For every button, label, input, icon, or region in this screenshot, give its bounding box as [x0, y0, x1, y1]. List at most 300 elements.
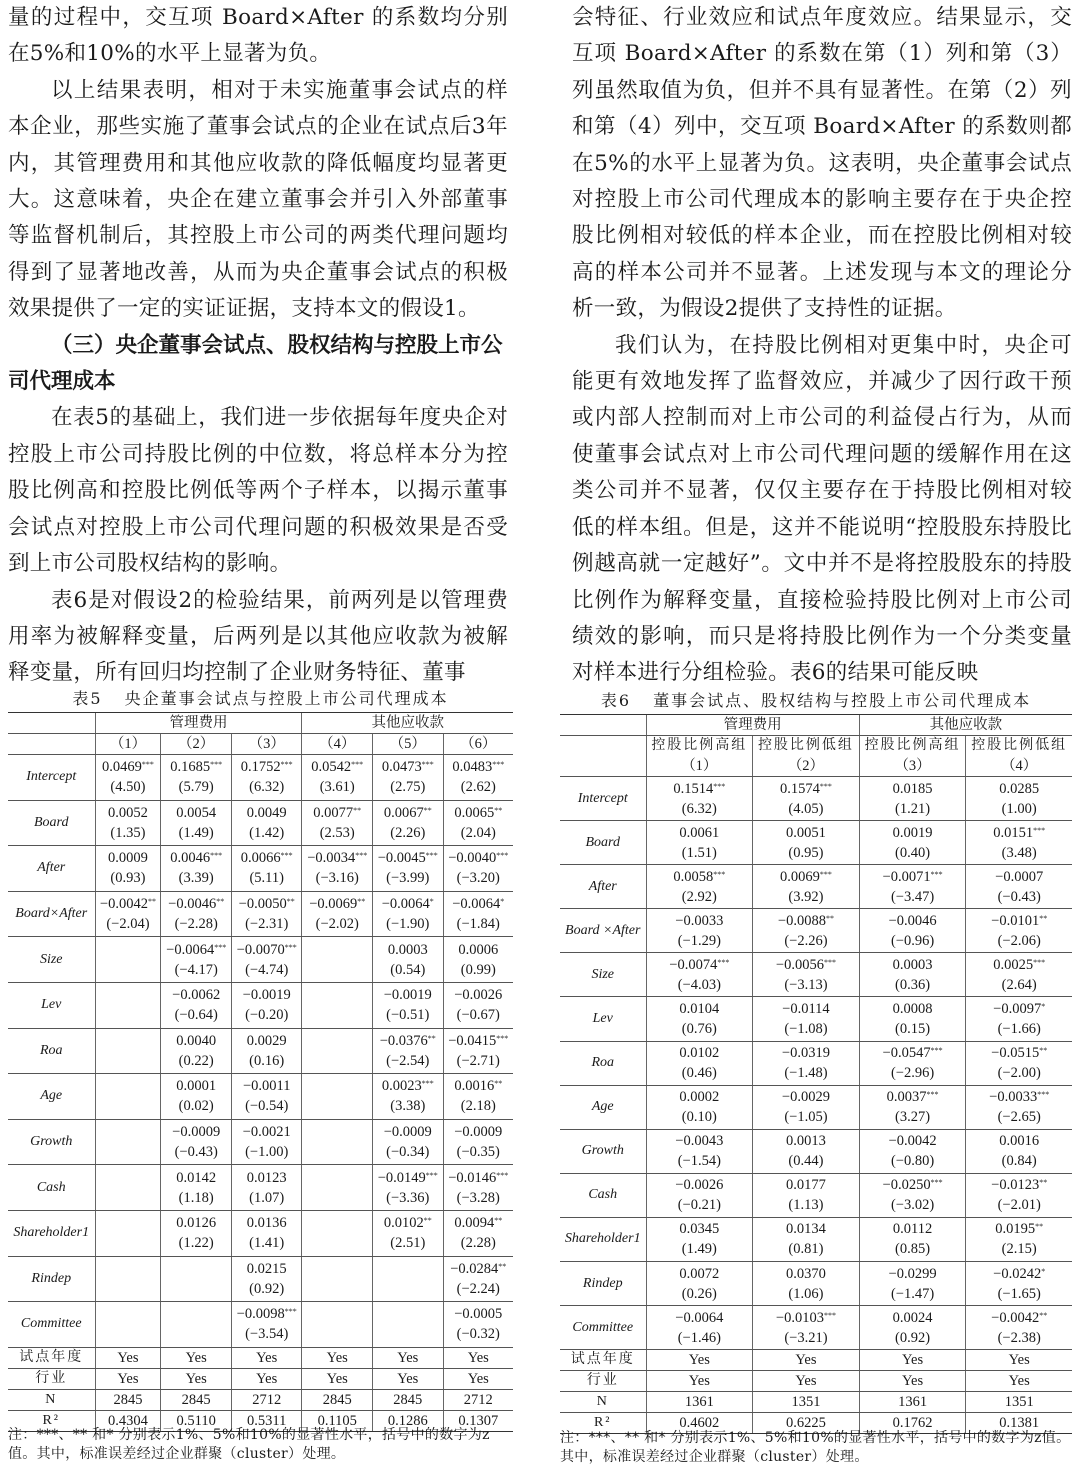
- coefficient: 0.0177: [786, 1177, 826, 1194]
- coefficient: −0.0046: [888, 912, 937, 929]
- left-paragraph-2: 以上结果表明，相对于未实施董事会试点的样本企业，那些实施了董事会试点的企业在试点后3年内，其管理费用和其他应收款的降低幅度均显著更大。这意味着，央企在建立董事会并引入外部董事等监督机制后，其控股上市公司的两类代理问题均得到了显著地改善，从而为央企董事会试点的积极效果提供了一定的实证证据，支持本文的假设1。: [8, 77, 508, 322]
- coefficient: 0.0072: [679, 1265, 720, 1282]
- z-value: (2.26): [390, 824, 426, 841]
- table5-cell: [95, 846, 161, 892]
- table5-var-name: After: [8, 846, 95, 892]
- table6-cell: [646, 1041, 753, 1085]
- z-value: (−0.51): [386, 1007, 430, 1024]
- table5-group-other-receivables: 其他应收款: [302, 713, 513, 734]
- table6-control-value: 0.4602: [646, 1413, 753, 1434]
- z-value: (1.35): [110, 824, 146, 841]
- coefficient: 0.0046***: [170, 850, 223, 867]
- table5-var-name: Age: [8, 1074, 95, 1120]
- z-value: (2.92): [681, 888, 717, 905]
- table6-col-number: （3）: [894, 758, 931, 774]
- table6-var-name: After: [560, 865, 646, 909]
- table-row: [560, 997, 1072, 1041]
- coefficient: 0.0003: [387, 941, 428, 958]
- table6-cell: [859, 909, 966, 953]
- z-value: (−3.28): [456, 1189, 500, 1206]
- z-value: (−1.29): [677, 932, 721, 949]
- table6-cell: [753, 1306, 860, 1350]
- table5-cell: [161, 982, 232, 1028]
- coefficient: −0.0019: [242, 987, 291, 1004]
- table5-cell: [95, 1028, 161, 1074]
- table5-control-value: Yes: [373, 1368, 444, 1389]
- coefficient: −0.0149***: [377, 1169, 438, 1186]
- coefficient: −0.0064***: [166, 941, 227, 958]
- coefficient: 0.0067**: [383, 804, 432, 821]
- coefficient: −0.0009: [172, 1124, 221, 1141]
- table5-control-value: 0.5311: [231, 1410, 302, 1431]
- table5-cell: [302, 937, 373, 983]
- table5-cell: [95, 1210, 161, 1256]
- coefficient: −0.0026: [675, 1177, 724, 1194]
- table5-control-value: Yes: [302, 1368, 373, 1389]
- table6-title: 董事会试点、股权结构与控股上市公司代理成本: [653, 691, 1032, 710]
- table5-cell: [302, 1165, 373, 1211]
- coefficient: 0.0069***: [780, 868, 832, 885]
- z-value: (−0.54): [245, 1098, 289, 1115]
- coefficient: −0.0026: [454, 987, 503, 1004]
- table6-cell: [859, 1262, 966, 1306]
- table6-cell: [753, 1217, 860, 1261]
- table5-cell: [161, 891, 232, 937]
- z-value: (−3.54): [245, 1326, 289, 1343]
- table5-cell: [373, 846, 444, 892]
- z-value: (−0.96): [890, 932, 935, 949]
- table5: [8, 712, 513, 1432]
- table5-cell: [302, 755, 373, 801]
- z-value: (−4.74): [245, 961, 289, 978]
- table6-cell: [646, 909, 753, 953]
- table5-cell: [161, 1256, 232, 1302]
- table6-control-value: 1361: [646, 1392, 753, 1413]
- z-value: (0.36): [895, 976, 931, 993]
- table6-cell: [646, 1306, 753, 1350]
- coefficient: −0.0033***: [989, 1089, 1050, 1106]
- z-value: (0.10): [681, 1109, 717, 1126]
- coefficient: 0.0024: [892, 1309, 933, 1326]
- table6-cell: [859, 953, 966, 997]
- z-value: (−1.48): [784, 1065, 828, 1082]
- control-row: [8, 1389, 513, 1410]
- z-value: (−2.01): [997, 1197, 1041, 1214]
- z-value: (−3.20): [456, 870, 500, 887]
- table5-cell: [443, 1210, 513, 1256]
- table6-cell: [753, 1129, 860, 1173]
- coefficient: −0.0033: [675, 912, 724, 929]
- table5-cell: [231, 755, 302, 801]
- table5-cell: [231, 846, 302, 892]
- z-value: (0.76): [681, 1021, 717, 1038]
- z-value: (1.51): [681, 844, 717, 861]
- coefficient: 0.0003: [892, 956, 933, 973]
- coefficient: 0.0065**: [454, 804, 503, 821]
- table5-col-header-3: [231, 734, 302, 755]
- coefficient: 0.0019: [892, 824, 933, 841]
- z-value: (6.32): [681, 800, 717, 817]
- z-value: (1.13): [788, 1197, 824, 1214]
- table5-cell: [302, 846, 373, 892]
- table6-control-value: Yes: [753, 1350, 860, 1371]
- table-row: [560, 1306, 1072, 1350]
- table5-cell: [302, 1119, 373, 1165]
- table5-cell: [373, 755, 444, 801]
- coefficient: −0.0103***: [775, 1309, 836, 1326]
- table6-control-name: 行业: [560, 1371, 646, 1392]
- coefficient: −0.0009: [383, 1124, 432, 1141]
- table6-cell: [859, 1306, 966, 1350]
- table-row: [8, 1256, 513, 1302]
- table6-cell: [646, 865, 753, 909]
- z-value: (−0.43): [174, 1144, 218, 1161]
- table5-title: 央企董事会试点与控股上市公司代理成本: [124, 689, 449, 708]
- table6-cell: [753, 777, 860, 821]
- coefficient: −0.0011: [242, 1078, 291, 1095]
- coefficient: −0.0064*: [381, 896, 434, 913]
- coefficient: −0.0299: [888, 1265, 937, 1282]
- z-value: (2.51): [390, 1235, 426, 1252]
- table6-cell: [753, 1262, 860, 1306]
- z-value: (2.75): [390, 779, 426, 796]
- z-value: (0.16): [249, 1052, 285, 1069]
- table6-cell: [859, 997, 966, 1041]
- coefficient: 0.0049: [246, 804, 287, 821]
- table-row: [560, 1262, 1072, 1306]
- z-value: (0.02): [178, 1098, 214, 1115]
- table5-cell: [161, 755, 232, 801]
- z-value: (−2.02): [315, 916, 359, 933]
- table6-cell: [966, 1306, 1072, 1350]
- table6-var-name: Age: [560, 1085, 646, 1129]
- coefficient: 0.0185: [892, 780, 933, 797]
- table5-col-header-1: [95, 734, 161, 755]
- coefficient: −0.0069**: [309, 896, 366, 913]
- table5-cell: [95, 1165, 161, 1211]
- table-row: [560, 1217, 1072, 1261]
- table5-control-value: 0.1286: [373, 1410, 444, 1431]
- z-value: (−1.54): [677, 1153, 721, 1170]
- table5-cell: [302, 1302, 373, 1348]
- coefficient: −0.0547***: [882, 1045, 943, 1062]
- table6-cell: [753, 997, 860, 1041]
- left-paragraph-1: 量的过程中，交互项 Board×After 的系数均分别在5%和10%的水平上显著为负。: [8, 5, 508, 67]
- table6-control-value: 1361: [859, 1392, 966, 1413]
- control-row: [8, 1347, 513, 1368]
- table6-var-name: Growth: [560, 1129, 646, 1173]
- table5-var-name: Roa: [8, 1028, 95, 1074]
- table5-var-name: Shareholder1: [8, 1210, 95, 1256]
- coefficient: 0.0077**: [313, 804, 362, 821]
- table6-var-name: Roa: [560, 1041, 646, 1085]
- z-value: (−2.96): [890, 1065, 935, 1082]
- z-value: (−0.43): [997, 888, 1041, 905]
- table6-var-name: Lev: [560, 997, 646, 1041]
- control-row: [8, 1368, 513, 1389]
- coefficient: 0.0542***: [311, 759, 364, 776]
- table6-col-name: 控股比例高组: [651, 738, 748, 753]
- table6-cell: [646, 997, 753, 1041]
- z-value: (5.11): [249, 870, 284, 887]
- table5-var-name: Rindep: [8, 1256, 95, 1302]
- table5-cell: [302, 1028, 373, 1074]
- table5-cell: [95, 982, 161, 1028]
- z-value: (0.26): [681, 1285, 717, 1302]
- coefficient: −0.0101**: [991, 912, 1048, 929]
- table5-control-name: 行业: [8, 1368, 95, 1389]
- coefficient: −0.0146***: [448, 1169, 509, 1186]
- z-value: (1.41): [249, 1235, 285, 1252]
- table6-cell: [753, 953, 860, 997]
- table5-note: 注：***、** 和* 分别表示1%、5%和10%的显著性水平，括号中的数字为z值。其中，标准误差经过企业群聚（cluster）处理。: [8, 1427, 490, 1462]
- z-value: (−2.65): [997, 1109, 1041, 1126]
- table6-group-other-receivables: 其他应收款: [859, 715, 1072, 736]
- coefficient: 0.0151***: [993, 824, 1046, 841]
- table6-caption: [560, 691, 1072, 711]
- table5-cell: [95, 1256, 161, 1302]
- coefficient: 0.1685***: [170, 759, 223, 776]
- table6-cell: [753, 1041, 860, 1085]
- table5-control-value: 0.5110: [161, 1410, 232, 1431]
- coefficient: 0.0037***: [886, 1089, 939, 1106]
- table6-col-name: 控股比例高组: [864, 738, 961, 753]
- table6-cell: [966, 997, 1072, 1041]
- coefficient: −0.0074***: [669, 956, 730, 973]
- table6-var-name: Size: [560, 953, 646, 997]
- table5-cell: [95, 1074, 161, 1120]
- table5-cell: [231, 1256, 302, 1302]
- z-value: (0.92): [249, 1280, 285, 1297]
- table6-cell: [646, 821, 753, 865]
- coefficient: 0.0215: [246, 1260, 287, 1277]
- table6-control-value: Yes: [646, 1350, 753, 1371]
- coefficient: −0.0046**: [168, 896, 225, 913]
- z-value: (−3.47): [890, 888, 935, 905]
- table5-control-value: 2712: [443, 1389, 513, 1410]
- coefficient: 0.0136: [246, 1215, 287, 1232]
- table-row: [560, 1173, 1072, 1217]
- table6-control-value: Yes: [966, 1371, 1072, 1392]
- coefficient: −0.0045***: [377, 850, 438, 867]
- z-value: (−2.28): [174, 916, 218, 933]
- z-value: (3.92): [788, 888, 824, 905]
- z-value: (−2.04): [106, 916, 150, 933]
- table5-cell: [161, 937, 232, 983]
- table5-cell: [443, 937, 513, 983]
- z-value: (0.99): [460, 961, 496, 978]
- z-value: (0.22): [178, 1052, 214, 1069]
- coefficient: 0.0054: [176, 804, 217, 821]
- table5-group-admin-expense: 管理费用: [95, 713, 302, 734]
- z-value: (−0.67): [456, 1007, 500, 1024]
- z-value: (−2.00): [997, 1065, 1041, 1082]
- table-row: [8, 1210, 513, 1256]
- coefficient: 0.0195**: [995, 1221, 1044, 1238]
- z-value: (−0.32): [456, 1326, 500, 1343]
- table-row: [560, 1041, 1072, 1085]
- table5-cell: [443, 1256, 513, 1302]
- table6-control-value: Yes: [859, 1371, 966, 1392]
- table6-col-header-3: [859, 736, 966, 777]
- table6-cell: [966, 1262, 1072, 1306]
- table-row: [8, 1028, 513, 1074]
- coefficient: 0.0052: [108, 804, 148, 821]
- table5-col-header-4: [302, 734, 373, 755]
- table5-control-value: Yes: [95, 1368, 161, 1389]
- table5-number: 表5: [72, 689, 103, 708]
- table5-control-value: 2845: [95, 1389, 161, 1410]
- z-value: (1.07): [249, 1189, 285, 1206]
- table5-control-value: Yes: [443, 1347, 513, 1368]
- table5-cell: [443, 1302, 513, 1348]
- z-value: (2.62): [460, 779, 496, 796]
- z-value: (−0.35): [456, 1144, 500, 1161]
- table5-var-name: Committee: [8, 1302, 95, 1348]
- coefficient: 0.0016**: [454, 1078, 503, 1095]
- z-value: (0.85): [895, 1241, 931, 1258]
- z-value: (−3.16): [315, 870, 359, 887]
- z-value: (3.27): [895, 1109, 931, 1126]
- coefficient: 0.0104: [679, 1001, 720, 1018]
- table6-control-value: 0.6225: [753, 1413, 860, 1434]
- z-value: (−1.47): [890, 1285, 935, 1302]
- coefficient: −0.0050**: [238, 896, 295, 913]
- table5-cell: [302, 1074, 373, 1120]
- table5-cell: [231, 1119, 302, 1165]
- table5-var-name: Growth: [8, 1119, 95, 1165]
- coefficient: 0.0469***: [102, 759, 154, 776]
- table6: [560, 714, 1072, 1434]
- table-row: [560, 865, 1072, 909]
- z-value: (−2.38): [997, 1329, 1041, 1346]
- z-value: (−3.02): [890, 1197, 935, 1214]
- control-row: [560, 1392, 1072, 1413]
- table5-cell: [373, 800, 444, 846]
- table5-cell: [95, 1302, 161, 1348]
- z-value: (2.64): [1001, 976, 1037, 993]
- table6-cell: [966, 1085, 1072, 1129]
- table5-cell: [161, 1028, 232, 1074]
- table6-control-value: 1351: [753, 1392, 860, 1413]
- table6-col-number: （2）: [787, 758, 825, 774]
- table5-cell: [231, 800, 302, 846]
- table5-cell: [373, 1256, 444, 1302]
- table-row: [8, 755, 513, 801]
- coefficient: 0.0009: [108, 850, 148, 867]
- table5-control-value: Yes: [95, 1347, 161, 1368]
- coefficient: 0.0142: [176, 1169, 217, 1186]
- table6-control-name: 试点年度: [560, 1350, 646, 1371]
- table6-var-name: Board: [560, 821, 646, 865]
- table5-control-name: R²: [8, 1410, 95, 1431]
- coefficient: −0.0097*: [993, 1001, 1046, 1018]
- table6-cell: [966, 1041, 1072, 1085]
- coefficient: 0.0345: [679, 1221, 720, 1238]
- table5-cell: [95, 1119, 161, 1165]
- coefficient: −0.0007: [995, 868, 1044, 885]
- coefficient: −0.0029: [781, 1089, 830, 1106]
- coefficient: −0.0062: [172, 987, 221, 1004]
- table5-cell: [231, 1210, 302, 1256]
- table5-cell: [302, 800, 373, 846]
- table5-control-value: Yes: [231, 1347, 302, 1368]
- coefficient: −0.0056***: [775, 956, 836, 973]
- table6-cell: [859, 1129, 966, 1173]
- coefficient: −0.0284**: [450, 1260, 507, 1277]
- table5-control-value: Yes: [302, 1347, 373, 1368]
- table-row: [8, 982, 513, 1028]
- table5-cell: [302, 891, 373, 937]
- table5-cell: [373, 982, 444, 1028]
- z-value: (0.40): [895, 844, 931, 861]
- z-value: (−1.84): [456, 916, 500, 933]
- table6-cell: [966, 953, 1072, 997]
- coefficient: −0.0123**: [991, 1177, 1048, 1194]
- table5-cell: [231, 1165, 302, 1211]
- z-value: (2.28): [460, 1235, 496, 1252]
- z-value: (1.22): [178, 1235, 214, 1252]
- table5-cell: [161, 1165, 232, 1211]
- z-value: (−0.80): [890, 1153, 935, 1170]
- z-value: (−1.08): [784, 1021, 828, 1038]
- z-value: (4.05): [788, 800, 824, 817]
- table5-caption: [8, 689, 513, 709]
- coefficient: −0.0242*: [993, 1265, 1046, 1282]
- table5-col-header-5: [373, 734, 444, 755]
- coefficient: −0.0070***: [236, 941, 297, 958]
- coefficient: −0.0043: [675, 1133, 724, 1150]
- coefficient: 0.0483***: [452, 759, 505, 776]
- table5-control-value: 0.1307: [443, 1410, 513, 1431]
- table6-cell: [646, 1085, 753, 1129]
- z-value: (−2.71): [456, 1052, 500, 1069]
- table-row: [8, 846, 513, 892]
- table5-var-name: Intercept: [8, 755, 95, 801]
- table6-control-value: 1351: [966, 1392, 1072, 1413]
- coefficient: 0.0126: [176, 1215, 217, 1232]
- table5-cell: [373, 891, 444, 937]
- table-row: [8, 1165, 513, 1211]
- z-value: (5.79): [178, 779, 214, 796]
- table5-cell: [373, 1210, 444, 1256]
- table6-cell: [646, 1173, 753, 1217]
- table6-control-value: Yes: [966, 1350, 1072, 1371]
- coefficient: 0.1752***: [240, 759, 293, 776]
- table6-control-value: Yes: [859, 1350, 966, 1371]
- coefficient: −0.0042: [888, 1133, 937, 1150]
- table6-control-name: N: [560, 1392, 646, 1413]
- z-value: (0.15): [895, 1021, 931, 1038]
- z-value: (−1.90): [386, 916, 430, 933]
- coefficient: −0.0064*: [452, 896, 505, 913]
- z-value: (−2.26): [784, 932, 828, 949]
- table5-control-value: Yes: [373, 1347, 444, 1368]
- table5-cell: [95, 937, 161, 983]
- table5-cell: [231, 982, 302, 1028]
- z-value: (−1.00): [245, 1144, 289, 1161]
- z-value: (1.00): [1001, 800, 1037, 817]
- table5-control-value: 0.1105: [302, 1410, 373, 1431]
- left-paragraph-3: 在表5的基础上，我们进一步依据每年度央企对控股上市公司持股比例的中位数，将总样本分为控股比例高和控股比例低等两个子样本，以揭示董事会试点对控股上市公司代理问题的积极效果是否受到上市公司股权结构的影响。: [8, 405, 508, 577]
- table5-cell: [231, 1074, 302, 1120]
- table-row: [8, 937, 513, 983]
- coefficient: 0.0016: [999, 1133, 1040, 1150]
- table6-number: 表6: [600, 691, 632, 710]
- table5-cell: [443, 891, 513, 937]
- table5-cell: [443, 846, 513, 892]
- z-value: (−0.64): [174, 1007, 218, 1024]
